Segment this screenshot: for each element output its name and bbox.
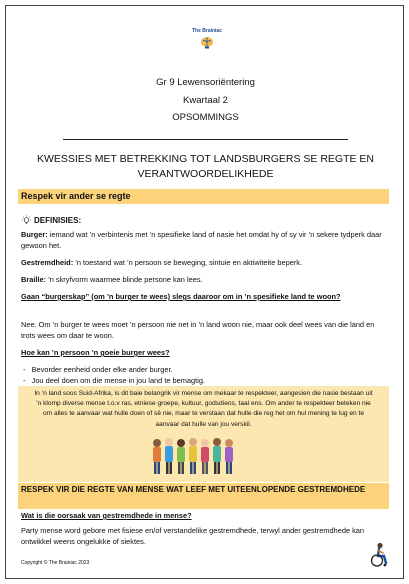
definition-term: Gestremdheid: bbox=[21, 258, 74, 267]
definition-text: ’n toestand wat ’n persoon se beweging, sintuie en aktiwiteite beperk. bbox=[73, 258, 303, 267]
list-item-text: Jou deel doen om die mense in jou land te bemagtig. bbox=[31, 376, 206, 385]
question-heading: Wat is die oorsaak van gestremdhede in mense? bbox=[21, 511, 192, 520]
brand-logo bbox=[187, 28, 227, 54]
doc-type-line: OPSOMMINGS bbox=[172, 112, 239, 123]
diverse-people-illustration bbox=[147, 434, 245, 476]
highlight-box bbox=[18, 386, 389, 482]
definition-item bbox=[21, 275, 389, 286]
divider bbox=[63, 139, 348, 140]
list-item-text: Bevorder eenheid onder elke ander burger. bbox=[31, 365, 173, 374]
answer-paragraph: Party mense word gebore met fisiese en/of verstandelike gestremdhede, terwyl ander gestremdhede kan ontwikkel weens ongelukke of siektes. bbox=[21, 526, 365, 546]
section-heading: Respek vir ander se regte bbox=[18, 189, 389, 204]
question-heading: Hoe kan ’n persoon ’n goeie burger wees? bbox=[21, 348, 170, 357]
list-item: - Jou deel doen om die mense in jou land te bemagtig. bbox=[23, 376, 206, 385]
definitions-label: DEFINISIES: bbox=[34, 216, 82, 225]
highlight-text: In ’n land soos Suid-Afrika, is dit baie belangrik vir mense om mekaar te respekteer, aangesien die nasie bestaan uit ’n klomp diverse mense t.o.v ras, etniese groepe, kultuur, godsdiens, taal ens. Om ander te respekteer beteken nie om alles te aanvaar wat hulle doen of sê nie, maar te verstaan dat hulle die reg het om hul mening te lug en te aanvaar dat hulle van jou verskil. bbox=[34, 390, 373, 428]
answer-paragraph: Nee. Om ’n burger te wees moet ’n persoon nie net in ’n land woon nie, maar ook deel wees van die land en trots wees om daar te woon. bbox=[21, 320, 375, 340]
definitions-heading bbox=[21, 215, 81, 226]
term-line: Kwartaal 2 bbox=[183, 95, 228, 106]
definition-text: iemand wat ’n verbintenis met ’n spesifieke land of nasie het omdat hy of sy vir ’n sekere tydperk daar gewoon het. bbox=[21, 230, 382, 250]
section-heading: RESPEK VIR DIE REGTE VAN MENSE WAT LEEF MET UITEENLOPENDE GESTREMDHEDE bbox=[18, 483, 389, 509]
definition-item bbox=[21, 258, 389, 269]
logo-text: The Brainiac bbox=[191, 28, 222, 34]
definition-text: ’n skryfvorm waarmee blinde persone kan lees. bbox=[46, 275, 203, 284]
definition-term: Braille: bbox=[21, 275, 47, 284]
grade-line: Gr 9 Lewensoriëntering bbox=[156, 77, 255, 88]
copyright-footer: Copyright © The Brainiac 2023 bbox=[21, 560, 90, 566]
list-item: - Bevorder eenheid onder elke ander burger. bbox=[23, 365, 173, 374]
wheelchair-icon bbox=[368, 542, 390, 568]
question-heading: Gaan “burgerskap” (om ’n burger te wees) slegs daaroor om in ’n spesifieke land te woon? bbox=[21, 292, 341, 301]
definition-term: Burger: bbox=[21, 230, 48, 239]
brain-icon bbox=[200, 36, 214, 49]
document-page bbox=[5, 5, 404, 579]
page-title: KWESSIES MET BETREKKING TOT LANDSBURGERS SE REGTE EN VERANTWOORDELIKHEDE bbox=[36, 153, 375, 180]
lightbulb-icon bbox=[21, 215, 32, 226]
definition-item bbox=[21, 230, 389, 251]
